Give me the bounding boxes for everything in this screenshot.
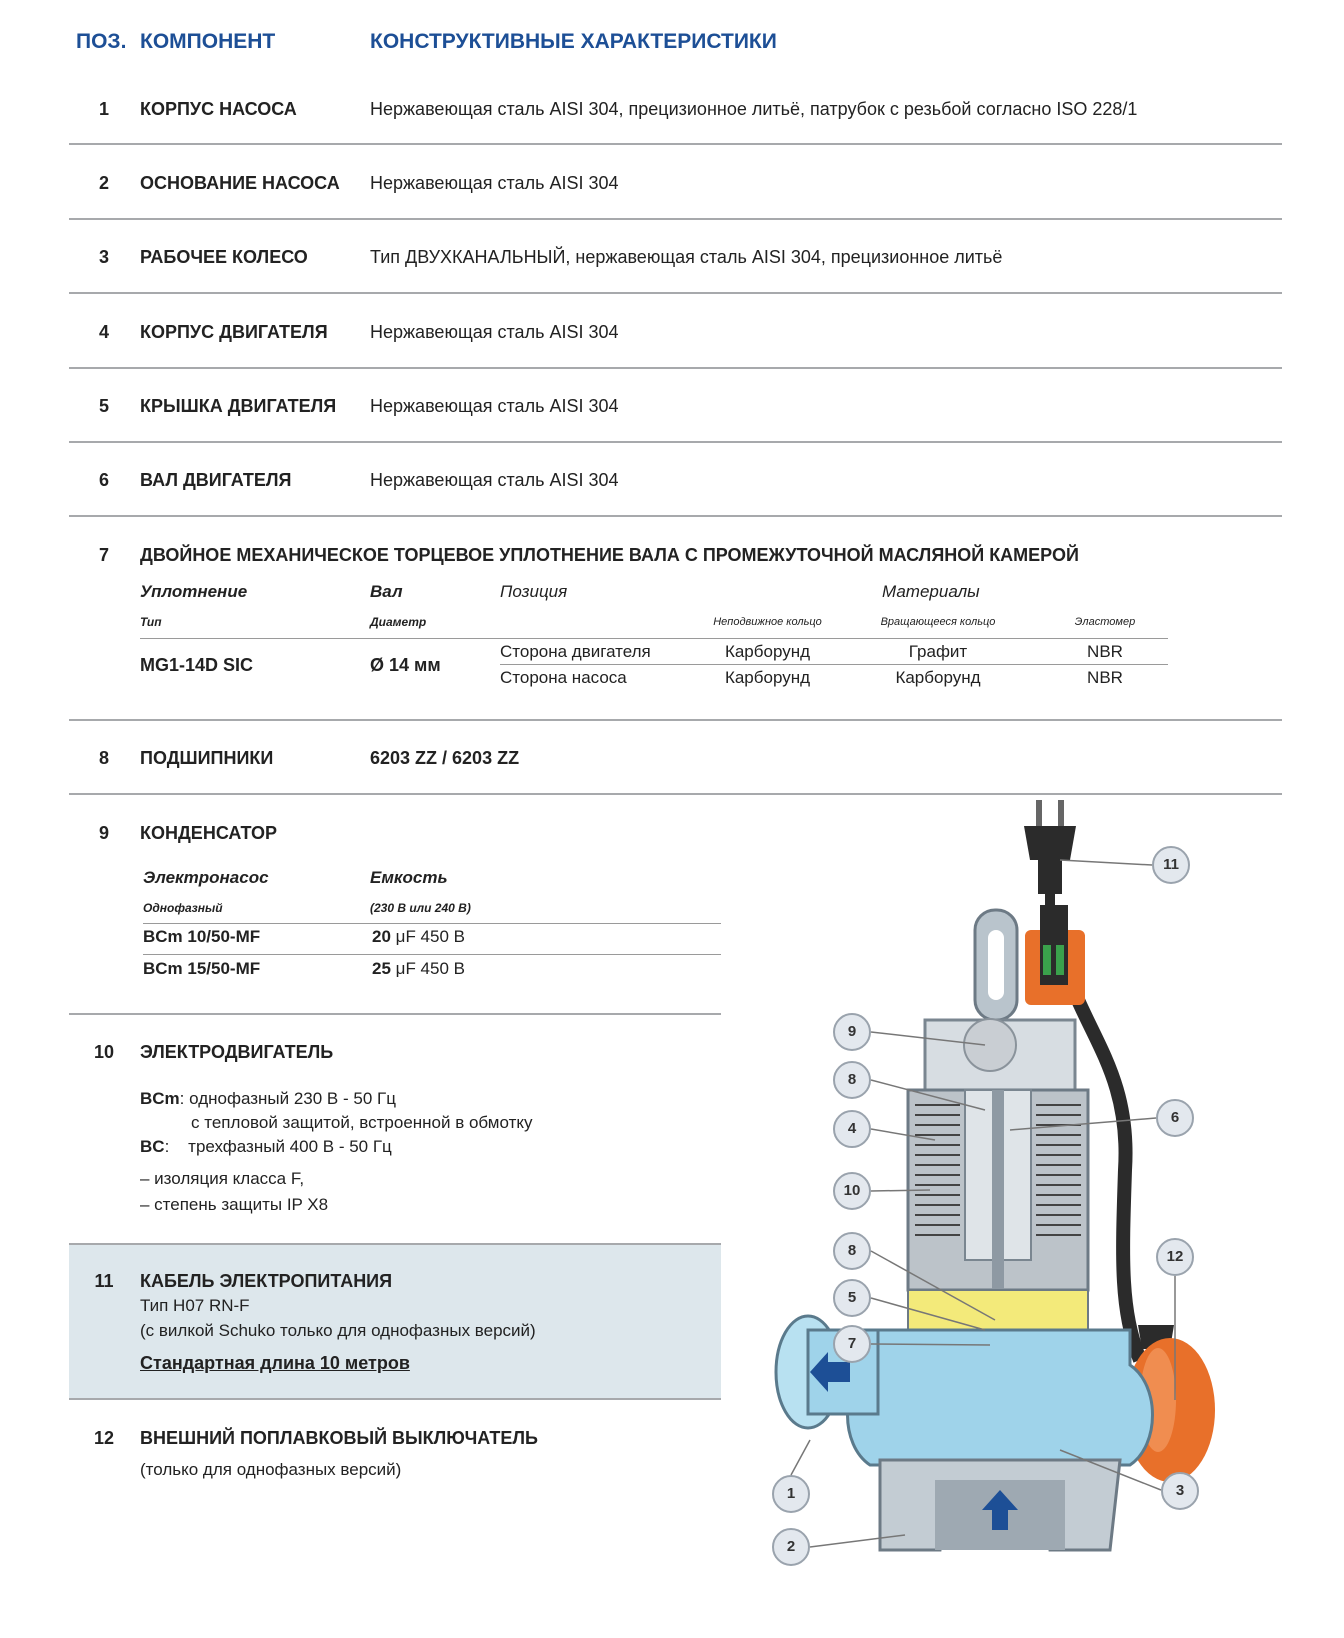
row-description: Тип ДВУХКАНАЛЬНЫЙ, нержавеющая сталь AISI 304, прецизионное литьё bbox=[370, 247, 1003, 267]
seal-line-fixed: Карборунд bbox=[724, 668, 811, 687]
cap-value: 25 bbox=[372, 959, 391, 978]
motor-bcm-text: : однофазный 230 В - 50 Гц bbox=[179, 1089, 396, 1108]
cap-value: 20 bbox=[372, 927, 391, 946]
row-description: Нержавеющая сталь AISI 304 bbox=[370, 470, 619, 490]
row-component: ОСНОВАНИЕ НАСОСА bbox=[140, 173, 340, 193]
row-description: Нержавеющая сталь AISI 304 bbox=[370, 322, 619, 342]
seal-header-shaft: Вал bbox=[370, 582, 403, 601]
seal-title: ДВОЙНОЕ МЕХАНИЧЕСКОЕ ТОРЦЕВОЕ УПЛОТНЕНИЕ ВАЛА С ПРОМЕЖУТОЧНОЙ МАСЛЯНОЙ КАМЕРОЙ bbox=[140, 545, 1079, 565]
cable-length: Стандартная длина 10 метров bbox=[140, 1353, 410, 1373]
row-description: Нержавеющая сталь AISI 304 bbox=[370, 173, 619, 193]
motor-bc-label: BC bbox=[140, 1137, 165, 1156]
row-component: КОРПУС ДВИГАТЕЛЯ bbox=[140, 322, 328, 342]
seal-line-position: Сторона насоса bbox=[500, 668, 627, 687]
seal-header-position: Позиция bbox=[500, 582, 568, 601]
callout-11: 11 bbox=[1152, 846, 1190, 884]
row-component: РАБОЧЕЕ КОЛЕСО bbox=[140, 247, 308, 267]
row-component: КОРПУС НАСОСА bbox=[140, 99, 297, 119]
callout-8b: 8 bbox=[833, 1232, 871, 1270]
seal-line-elastomer: NBR bbox=[1087, 668, 1123, 687]
seal-line-fixed: Карборунд bbox=[724, 642, 811, 661]
row-component: КРЫШКА ДВИГАТЕЛЯ bbox=[140, 396, 337, 416]
row-component: ВАЛ ДВИГАТЕЛЯ bbox=[140, 470, 292, 490]
seal-line-position: Сторона двигателя bbox=[500, 642, 651, 661]
cap-header-pump: Электронасос bbox=[143, 868, 269, 887]
row-component: КОНДЕНСАТОР bbox=[140, 823, 278, 843]
seal-type: MG1-14D SIC bbox=[140, 655, 254, 675]
cap-header-capacity: Емкость bbox=[370, 868, 448, 887]
row-number: 5 bbox=[98, 396, 109, 416]
motor-bullet: – степень защиты IP X8 bbox=[140, 1195, 329, 1214]
cap-model: BCm 15/50-MF bbox=[143, 959, 261, 978]
callout-8: 8 bbox=[833, 1061, 871, 1099]
cap-model: BCm 10/50-MF bbox=[143, 927, 261, 946]
header-component: КОМПОНЕНТ bbox=[140, 30, 276, 53]
bearings-value: 6203 ZZ / 6203 ZZ bbox=[370, 748, 520, 768]
row-description: Нержавеющая сталь AISI 304, прецизионное литьё, патрубок с резьбой согласно ISO 228/1 bbox=[370, 99, 1138, 119]
callout-9: 9 bbox=[833, 1013, 871, 1051]
row-component: ПОДШИПНИКИ bbox=[140, 748, 274, 768]
row-number: 12 bbox=[93, 1428, 115, 1448]
row-number: 6 bbox=[98, 470, 109, 490]
cap-header-capacity-sub: (230 В или 240 В) bbox=[370, 901, 471, 915]
motor-bullet: – изоляция класса F, bbox=[140, 1169, 305, 1188]
seal-line-elastomer: NBR bbox=[1087, 642, 1123, 661]
callout-4: 4 bbox=[833, 1110, 871, 1148]
callout-5: 5 bbox=[833, 1279, 871, 1317]
row-number: 11 bbox=[94, 1271, 114, 1291]
motor-bc-text: : трехфазный 400 В - 50 Гц bbox=[164, 1137, 392, 1156]
cable-type: Тип H07 RN-F bbox=[140, 1296, 250, 1315]
motor-bcm-label: BCm bbox=[140, 1089, 180, 1108]
cap-unit: μF 450 В bbox=[395, 927, 465, 946]
seal-header-seal: Уплотнение bbox=[140, 582, 248, 601]
seal-header-rotating: Вращающееся кольцо bbox=[880, 616, 996, 628]
seal-line-rotating: Карборунд bbox=[895, 668, 981, 687]
motor-bcm-text2: с тепловой защитой, встроенной в обмотку bbox=[191, 1113, 533, 1132]
row-component: ЭЛЕКТРОДВИГАТЕЛЬ bbox=[140, 1042, 334, 1062]
seal-header-elastomer: Эластомер bbox=[1074, 616, 1136, 628]
header-characteristics: КОНСТРУКТИВНЫЕ ХАРАКТЕРИСТИКИ bbox=[370, 30, 777, 53]
seal-header-fixed: Неподвижное кольцо bbox=[713, 616, 822, 628]
callout-1: 1 bbox=[772, 1475, 810, 1513]
row-component: КАБЕЛЬ ЭЛЕКТРОПИТАНИЯ bbox=[140, 1271, 393, 1291]
row-description: Нержавеющая сталь AISI 304 bbox=[370, 396, 619, 416]
seal-header-materials: Материалы bbox=[882, 582, 980, 601]
row-number: 3 bbox=[98, 247, 109, 267]
row-number: 1 bbox=[98, 99, 109, 119]
row-number: 2 bbox=[98, 173, 109, 193]
callout-10: 10 bbox=[833, 1172, 871, 1210]
cap-unit: μF 450 В bbox=[395, 959, 465, 978]
row-number: 8 bbox=[98, 748, 109, 768]
callout-7: 7 bbox=[833, 1325, 871, 1363]
row-number: 4 bbox=[98, 322, 109, 342]
seal-line-rotating: Графит bbox=[908, 642, 968, 661]
cable-note: (с вилкой Schuko только для однофазных версий) bbox=[140, 1321, 536, 1340]
callout-6: 6 bbox=[1156, 1099, 1194, 1137]
row-number: 9 bbox=[98, 823, 109, 843]
seal-header-seal-sub: Тип bbox=[140, 615, 162, 629]
float-note: (только для однофазных версий) bbox=[140, 1460, 402, 1479]
callout-3: 3 bbox=[1161, 1472, 1199, 1510]
row-component: ВНЕШНИЙ ПОПЛАВКОВЫЙ ВЫКЛЮЧАТЕЛЬ bbox=[140, 1428, 538, 1448]
row-number: 10 bbox=[93, 1042, 115, 1062]
cap-header-pump-sub: Однофазный bbox=[143, 901, 223, 915]
row-number: 7 bbox=[98, 545, 109, 565]
seal-header-shaft-sub: Диаметр bbox=[370, 615, 427, 629]
header-pos: ПОЗ. bbox=[76, 30, 127, 53]
seal-diameter: Ø 14 мм bbox=[370, 655, 441, 675]
callout-12: 12 bbox=[1156, 1238, 1194, 1276]
callout-2: 2 bbox=[772, 1528, 810, 1566]
